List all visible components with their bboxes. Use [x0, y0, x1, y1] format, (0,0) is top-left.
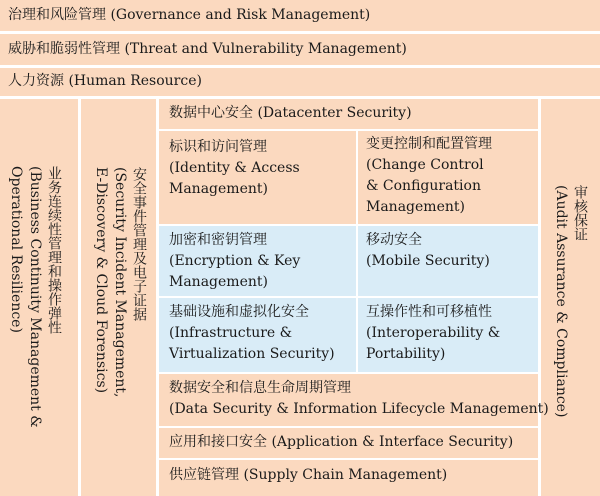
human-resource-label: 人力资源 (Human Resource) — [8, 73, 202, 89]
security-incident-label: 安全事件管理及电子证据 (Security Incident Management, E-Discovery & Cloud Forensics) — [93, 167, 147, 398]
governance-label: 治理和风险管理 (Governance and Risk Management) — [8, 7, 371, 23]
audit-label: 审核保证 (Audit Assurance & Compliance) — [553, 185, 588, 418]
datacenter-label: 数据中心安全 (Datacenter Security) — [169, 105, 412, 121]
change-control-label: 变更控制和配置管理 (Change Control & Configuration Management) — [366, 136, 492, 215]
app-interface-label: 应用和接口安全 (Application & Interface Security) — [169, 434, 514, 450]
bcm-label: 业务连续性管理和操作弹性 (Business Continuity Management & Operational Resilience) — [8, 166, 62, 428]
data-lifecycle-label: 数据安全和信息生命周期管理 (Data Security & Information Lifecycle Management) — [169, 380, 549, 417]
supply-chain-label: 供应链管理 (Supply Chain Management) — [169, 467, 448, 483]
interoperability-label: 互操作性和可移植性 (Interoperability & Portability) — [366, 304, 501, 362]
encryption-label: 加密和密钥管理 (Encryption & Key Management) — [169, 232, 301, 290]
infrastructure-label: 基础设施和虚拟化安全 (Infrastructure & Virtualization Security) — [169, 304, 335, 362]
threat-label: 威胁和脆弱性管理 (Threat and Vulnerability Management) — [8, 41, 407, 57]
identity-label: 标识和访问管理 (Identity & Access Management) — [169, 139, 300, 197]
mobile-label: 移动安全 (Mobile Security) — [366, 232, 490, 269]
